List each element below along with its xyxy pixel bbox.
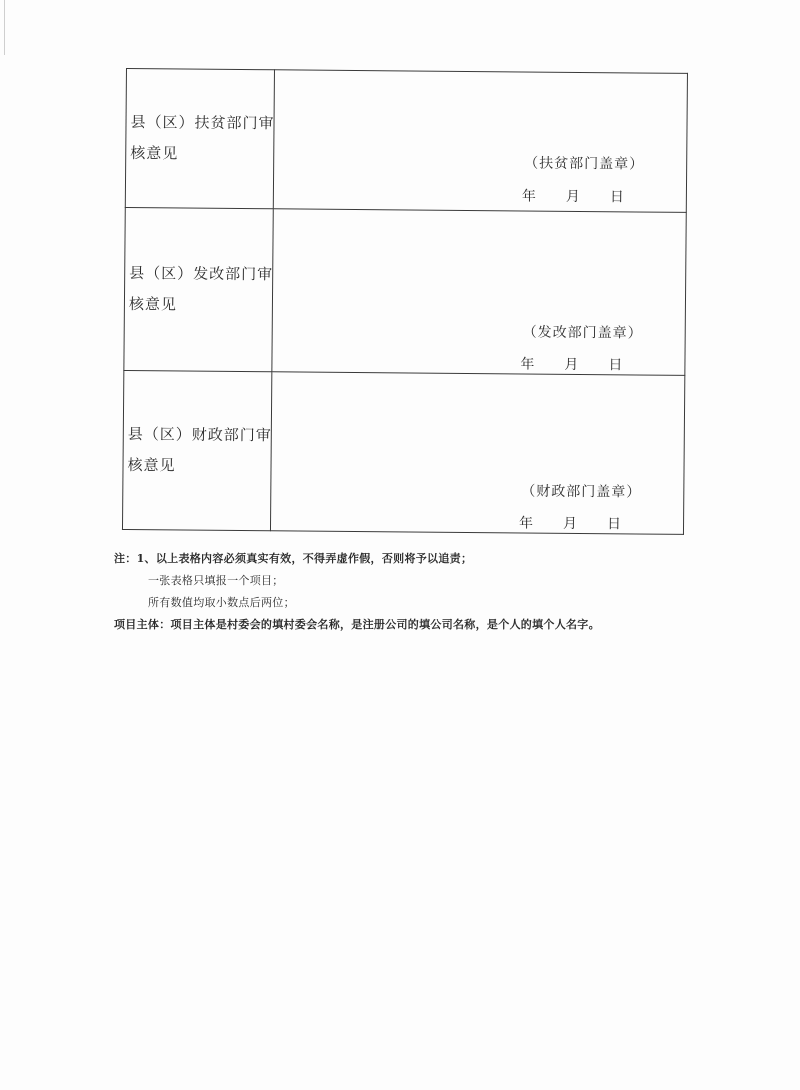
row-label-finance: 县（区）财政部门审核意见 [127,425,272,475]
date-month-label: 月 [562,515,578,532]
date-line [520,353,622,374]
stamp-note-poverty-alleviation: （扶贫部门盖章） [524,155,645,173]
note-line-2: 一张表格只填报一个项目； [148,574,284,587]
table-row-finance [122,370,684,534]
note-line-3: 所有数值均取小数点后两位； [148,596,295,609]
row-label-development-reform: 县（区）发改部门审核意见 [128,264,274,314]
opinion-cell-development-reform[interactable] [272,209,686,376]
notes-section [114,548,674,636]
date-year-label: 年 [521,188,536,205]
date-year-label: 年 [520,356,535,373]
date-day-label: 日 [606,516,622,533]
date-line [522,185,624,206]
row-label-poverty-alleviation: 县（区）扶贫部门审核意见 [130,113,275,163]
table-row-poverty-alleviation [125,69,687,213]
stamp-note-development-reform: （发改部门盖章） [522,324,643,342]
label-cell [124,207,273,371]
date-month-label: 月 [564,356,579,373]
label-cell [125,69,274,209]
date-month-label: 月 [565,188,580,205]
opinion-cell-finance[interactable] [270,372,684,535]
date-day-label: 日 [609,189,624,206]
scan-edge-line [4,0,5,55]
date-year-label: 年 [518,515,534,532]
date-day-label: 日 [608,357,623,374]
label-cell [122,370,271,530]
stamp-note-finance: （财政部门盖章） [521,483,642,501]
table-row-development-reform [124,207,686,375]
note-line-4: 项目主体：项目主体是村委会的填村委会名称，是注册公司的填公司名称，是个人的填个人名字。 [114,618,600,631]
opinion-cell-poverty-alleviation[interactable] [273,70,687,213]
review-opinion-table [122,68,688,535]
note-line-1: 注：1、以上表格内容必须真实有效，不得弄虚作假，否则将予以追责； [114,552,473,565]
date-line [519,512,621,533]
